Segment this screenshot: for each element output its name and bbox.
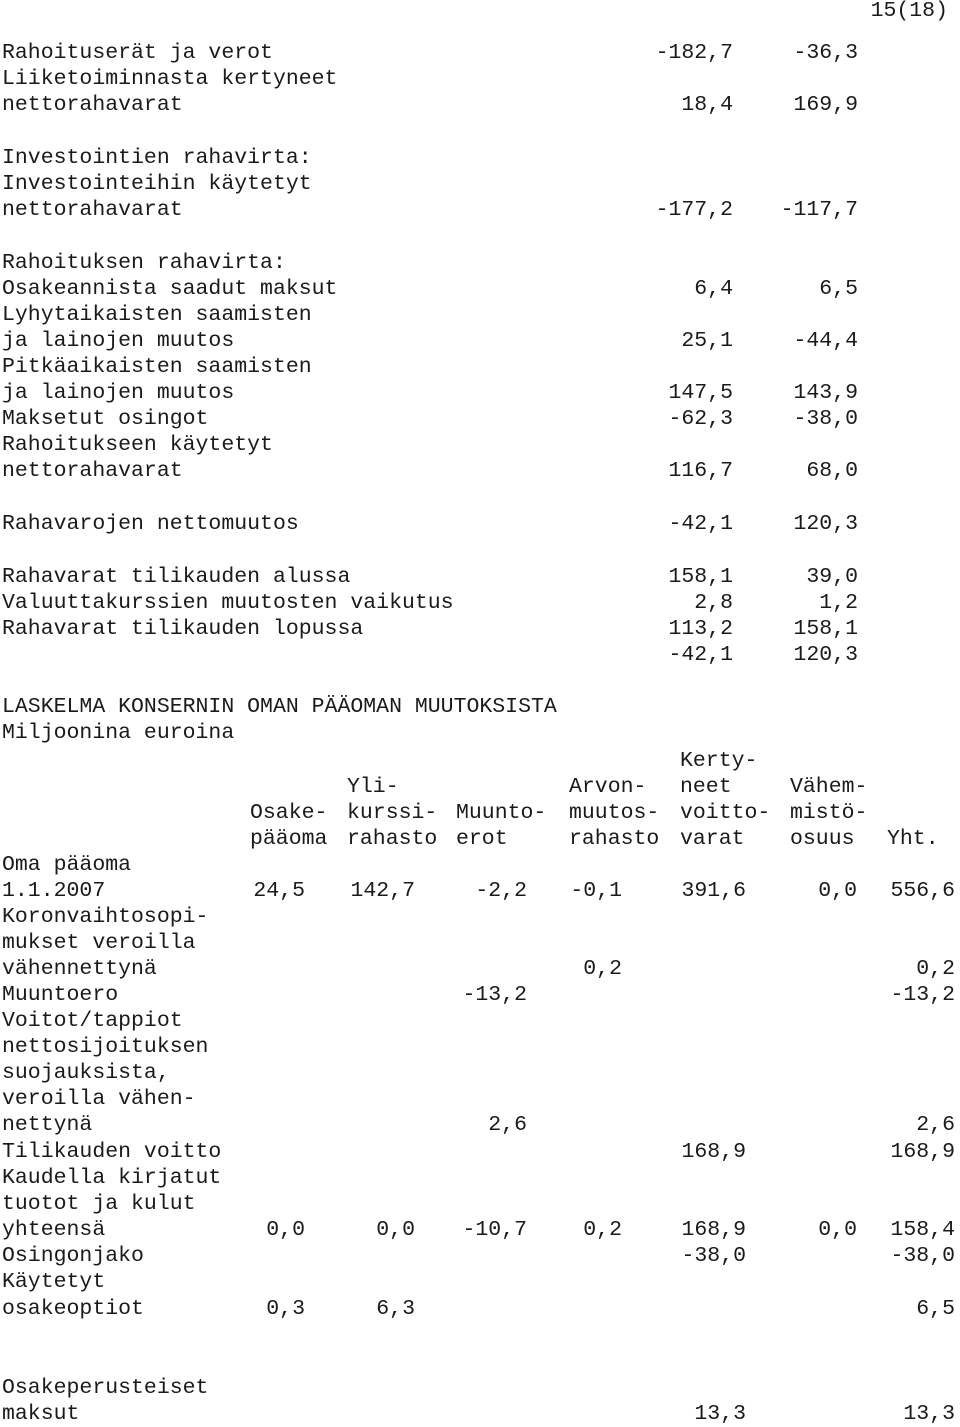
equity-row-value: -2,2	[475, 879, 527, 903]
equity-row-value: 158,4	[890, 1218, 955, 1242]
cashflow-row-value-2007: 18,4	[681, 93, 733, 117]
cashflow-row-label: Rahoitukseen käytetyt	[2, 433, 273, 457]
equity-row-value: 0,2	[583, 957, 622, 981]
equity-row-label: Voitot/tappiot	[2, 1009, 183, 1033]
equity-row-value: 142,7	[350, 879, 415, 903]
cashflow-row-label: Investointien rahavirta:	[2, 146, 312, 170]
equity-column-header: Muunto-	[456, 801, 547, 825]
equity-row-label: Osakeperusteiset	[2, 1376, 209, 1400]
equity-column-header: Vähem-	[790, 775, 868, 799]
cashflow-row-value-2006: -36,3	[793, 41, 858, 65]
equity-row-label: osakeoptiot	[2, 1297, 144, 1321]
cashflow-row-label: nettorahavarat	[2, 93, 183, 117]
equity-row-label: nettosijoituksen	[2, 1035, 209, 1059]
equity-row-value: 0,2	[916, 957, 955, 981]
equity-row-value: 556,6	[890, 879, 955, 903]
cashflow-row-label: Investointeihin käytetyt	[2, 172, 312, 196]
equity-column-header: Osake-	[250, 801, 328, 825]
cashflow-row-label: Valuuttakurssien muutosten vaikutus	[2, 591, 454, 615]
equity-row-value: 0,0	[818, 1218, 857, 1242]
equity-row-value: 391,6	[681, 879, 746, 903]
cashflow-row-value-2006: -38,0	[793, 407, 858, 431]
equity-row-value: 13,3	[694, 1402, 746, 1426]
equity-row-value: 0,2	[583, 1218, 622, 1242]
equity-row-value: 6,5	[916, 1297, 955, 1321]
equity-column-header: kurssi-	[347, 801, 438, 825]
equity-column-header: Yli-	[347, 775, 399, 799]
cashflow-row-label: Rahavarat tilikauden lopussa	[2, 617, 364, 641]
cashflow-row-label: Rahoituserät ja verot	[2, 41, 273, 65]
equity-row-label: Osingonjako	[2, 1244, 144, 1268]
cashflow-row-label: Rahoituksen rahavirta:	[2, 251, 286, 275]
cashflow-row-value-2007: 6,4	[694, 277, 733, 301]
cashflow-row-value-2007: 116,7	[668, 459, 733, 483]
cashflow-row-value-2007: 25,1	[681, 329, 733, 353]
cashflow-row-label: Rahavarojen nettomuutos	[2, 512, 299, 536]
equity-row-value: -13,2	[890, 983, 955, 1007]
equity-column-header: varat	[680, 827, 745, 851]
equity-column-header: pääoma	[250, 827, 328, 851]
equity-row-value: -13,2	[462, 983, 527, 1007]
cashflow-row-label: Osakeannista saadut maksut	[2, 277, 338, 301]
equity-column-header: Arvon-	[569, 775, 647, 799]
equity-row-value: 168,9	[681, 1140, 746, 1164]
equity-row-label: Käytetyt	[2, 1270, 106, 1294]
cashflow-row-value-2007: -42,1	[668, 512, 733, 536]
equity-row-value: 6,3	[376, 1297, 415, 1321]
equity-column-header: rahasto	[347, 827, 438, 851]
equity-row-label: veroilla vähen-	[2, 1087, 196, 1111]
equity-row-label: Koronvaihtosopi-	[2, 905, 209, 929]
equity-row-value: 168,9	[890, 1140, 955, 1164]
equity-row-value: 2,6	[488, 1113, 527, 1137]
equity-row-value: -0,1	[570, 879, 622, 903]
equity-row-label: tuotot ja kulut	[2, 1192, 196, 1216]
cashflow-row-value-2006: 169,9	[793, 93, 858, 117]
equity-row-label: maksut	[2, 1402, 80, 1426]
cashflow-row-label: nettorahavarat	[2, 198, 183, 222]
equity-column-header: voitto-	[680, 801, 771, 825]
cashflow-row-value-2006: 143,9	[793, 381, 858, 405]
equity-column-header: mistö-	[790, 801, 868, 825]
cashflow-row-value-2006: 120,3	[793, 512, 858, 536]
cashflow-row-value-2007: -177,2	[655, 198, 733, 222]
equity-column-header: Kerty-	[680, 749, 758, 773]
cashflow-row-label: ja lainojen muutos	[2, 381, 235, 405]
equity-statement-subtitle: Miljoonina euroina	[2, 721, 235, 745]
cashflow-row-value-2006: -117,7	[780, 198, 858, 222]
cashflow-row-label: Lyhytaikaisten saamisten	[2, 303, 312, 327]
cashflow-row-value-2007: 113,2	[668, 617, 733, 641]
equity-row-label: Oma pääoma	[2, 853, 132, 877]
cashflow-row-label: Pitkäaikaisten saamisten	[2, 355, 312, 379]
cashflow-row-value-2007: -182,7	[655, 41, 733, 65]
cashflow-row-value-2006: 120,3	[793, 643, 858, 667]
equity-row-label: Kaudella kirjatut	[2, 1166, 222, 1190]
cashflow-row-value-2007: 2,8	[694, 591, 733, 615]
cashflow-row-label: Rahavarat tilikauden alussa	[2, 565, 351, 589]
equity-row-value: 0,0	[376, 1218, 415, 1242]
cashflow-row-value-2007: -42,1	[668, 643, 733, 667]
equity-row-label: nettynä	[2, 1113, 93, 1137]
equity-row-value: 13,3	[903, 1402, 955, 1426]
cashflow-row-label: nettorahavarat	[2, 459, 183, 483]
cashflow-row-value-2007: 158,1	[668, 565, 733, 589]
cashflow-row-value-2006: 6,5	[819, 277, 858, 301]
equity-row-label: Muuntoero	[2, 983, 119, 1007]
equity-column-header: Yht.	[887, 827, 939, 851]
equity-statement-title: LASKELMA KONSERNIN OMAN PÄÄOMAN MUUTOKSISTA	[2, 695, 557, 719]
equity-row-value: -10,7	[462, 1218, 527, 1242]
equity-column-header: erot	[456, 827, 508, 851]
equity-row-value: -38,0	[681, 1244, 746, 1268]
equity-row-label: yhteensä	[2, 1218, 106, 1242]
equity-row-label: 1.1.2007	[2, 879, 106, 903]
equity-row-label: suojauksista,	[2, 1061, 170, 1085]
equity-row-label: vähennettynä	[2, 957, 157, 981]
page-number: 15(18)	[870, 0, 948, 23]
equity-column-header: rahasto	[569, 827, 660, 851]
cashflow-row-value-2006: 158,1	[793, 617, 858, 641]
equity-column-header: muutos-	[569, 801, 660, 825]
cashflow-row-value-2006: 1,2	[819, 591, 858, 615]
cashflow-row-label: Maksetut osingot	[2, 407, 209, 431]
equity-column-header: osuus	[790, 827, 855, 851]
equity-row-label: mukset veroilla	[2, 931, 196, 955]
equity-row-value: 24,5	[253, 879, 305, 903]
equity-row-value: 0,0	[266, 1218, 305, 1242]
cashflow-row-value-2007: -62,3	[668, 407, 733, 431]
cashflow-row-value-2006: 39,0	[806, 565, 858, 589]
equity-row-value: -38,0	[890, 1244, 955, 1268]
cashflow-row-value-2007: 147,5	[668, 381, 733, 405]
cashflow-row-value-2006: -44,4	[793, 329, 858, 353]
cashflow-row-value-2006: 68,0	[806, 459, 858, 483]
equity-row-label: Tilikauden voitto	[2, 1140, 222, 1164]
cashflow-row-label: ja lainojen muutos	[2, 329, 235, 353]
equity-row-value: 0,3	[266, 1297, 305, 1321]
equity-row-value: 168,9	[681, 1218, 746, 1242]
cashflow-row-label: Liiketoiminnasta kertyneet	[2, 67, 338, 91]
equity-column-header: neet	[680, 775, 732, 799]
equity-row-value: 0,0	[818, 879, 857, 903]
equity-row-value: 2,6	[916, 1113, 955, 1137]
